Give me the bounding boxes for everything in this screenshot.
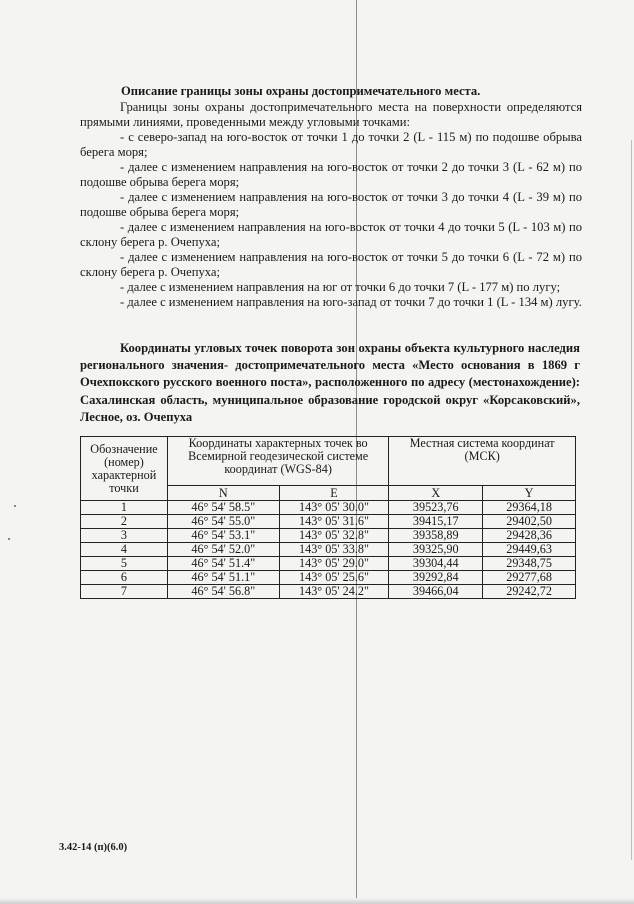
cell-n: 46° 54' 52.0" bbox=[167, 543, 279, 557]
segment-5: - далее с изменением направления на юго-восток от точки 5 до точки 6 (L - 72 м) по склону берега р. Очепуха; bbox=[80, 250, 582, 279]
cell-x: 39358,89 bbox=[389, 529, 483, 543]
intro-paragraph: Границы зоны охраны достопримечательного места на поверхности определяются прямыми линиями, проведенными между угловыми точками: bbox=[80, 100, 582, 129]
cell-x: 39325,90 bbox=[389, 543, 483, 557]
segment-3: - далее с изменением направления на юго-восток от точки 3 до точки 4 (L - 39 м) по подошве обрыва берега моря; bbox=[80, 190, 582, 219]
cell-e: 143° 05' 30.0" bbox=[279, 501, 389, 515]
table-row bbox=[81, 515, 576, 529]
coordinates-title: Координаты угловых точек поворота зон охраны объекта культурного наследия регионального значения- достопримечательного места «Место основания в 1869 г Очехпокского русского военного поста», расположенного по адресу (местонахождение): Сахалинская область, муниципальное образование городской округ «Корсаковский», Лесное, оз. Очепуха bbox=[80, 341, 580, 424]
subheader-e: E bbox=[279, 486, 389, 501]
cell-x: 39304,44 bbox=[389, 557, 483, 571]
cell-x: 39523,76 bbox=[389, 501, 483, 515]
cell-y: 29348,75 bbox=[483, 557, 576, 571]
scan-speck bbox=[14, 505, 16, 507]
cell-point-id: 6 bbox=[81, 571, 168, 585]
cell-n: 46° 54' 53.1" bbox=[167, 529, 279, 543]
cell-e: 143° 05' 29.0" bbox=[279, 557, 389, 571]
cell-e: 143° 05' 31.6" bbox=[279, 515, 389, 529]
table-row bbox=[81, 585, 576, 599]
cell-x: 39292,84 bbox=[389, 571, 483, 585]
page-edge-shadow bbox=[631, 140, 632, 860]
table-row bbox=[81, 557, 576, 571]
cell-y: 29364,18 bbox=[483, 501, 576, 515]
subheader-y: Y bbox=[483, 486, 576, 501]
segment-2: - далее с изменением направления на юго-восток от точки 2 до точки 3 (L - 62 м) по подошве обрыва берега моря; bbox=[80, 160, 582, 189]
segment-4: - далее с изменением направления на юго-восток от точки 4 до точки 5 (L - 103 м) по склону берега р. Очепуха; bbox=[80, 220, 582, 249]
cell-e: 143° 05' 33.8" bbox=[279, 543, 389, 557]
segment-6: - далее с изменением направления на юг от точки 6 до точки 7 (L - 177 м) по лугу; bbox=[120, 280, 561, 294]
cell-point-id: 5 bbox=[81, 557, 168, 571]
cell-e: 143° 05' 24.2" bbox=[279, 585, 389, 599]
cell-point-id: 4 bbox=[81, 543, 168, 557]
section-heading: Описание границы зоны охраны достопримечательного места. bbox=[121, 84, 481, 98]
subheader-x: X bbox=[389, 486, 483, 501]
cell-point-id: 2 bbox=[81, 515, 168, 529]
table-row bbox=[81, 571, 576, 585]
cell-e: 143° 05' 25.6" bbox=[279, 571, 389, 585]
header-point-id: Обозначение (номер) характерной точки bbox=[81, 437, 168, 501]
subheader-n: N bbox=[167, 486, 279, 501]
table-row bbox=[81, 501, 576, 515]
cell-y: 29428,36 bbox=[483, 529, 576, 543]
page-bottom-edge bbox=[0, 898, 634, 904]
cell-y: 29277,68 bbox=[483, 571, 576, 585]
cell-x: 39415,17 bbox=[389, 515, 483, 529]
table-row bbox=[81, 529, 576, 543]
segment-1: - с северо-запад на юго-восток от точки 1 до точки 2 (L - 115 м) по подошве обрыва берега моря; bbox=[80, 130, 582, 159]
document-code: 3.42-14 (п)(6.0) bbox=[59, 842, 128, 853]
header-msk: Местная система координат (МСК) bbox=[389, 437, 576, 486]
cell-n: 46° 54' 55.0" bbox=[167, 515, 279, 529]
cell-y: 29242,72 bbox=[483, 585, 576, 599]
table-row bbox=[81, 543, 576, 557]
cell-x: 39466,04 bbox=[389, 585, 483, 599]
scan-speck bbox=[8, 538, 10, 540]
cell-e: 143° 05' 32.8" bbox=[279, 529, 389, 543]
coordinates-table bbox=[80, 436, 576, 599]
segment-7: - далее с изменением направления на юго-запад от точки 7 до точки 1 (L - 134 м) лугу. bbox=[120, 295, 582, 309]
cell-point-id: 1 bbox=[81, 501, 168, 515]
cell-n: 46° 54' 56.8" bbox=[167, 585, 279, 599]
cell-point-id: 7 bbox=[81, 585, 168, 599]
cell-point-id: 3 bbox=[81, 529, 168, 543]
cell-n: 46° 54' 51.4" bbox=[167, 557, 279, 571]
cell-n: 46° 54' 58.5" bbox=[167, 501, 279, 515]
boundary-description bbox=[80, 100, 582, 310]
cell-y: 29449,63 bbox=[483, 543, 576, 557]
cell-n: 46° 54' 51.1" bbox=[167, 571, 279, 585]
cell-y: 29402,50 bbox=[483, 515, 576, 529]
header-wgs84: Координаты характерных точек во Всемирной геодезической системе координат (WGS-84) bbox=[167, 437, 388, 486]
